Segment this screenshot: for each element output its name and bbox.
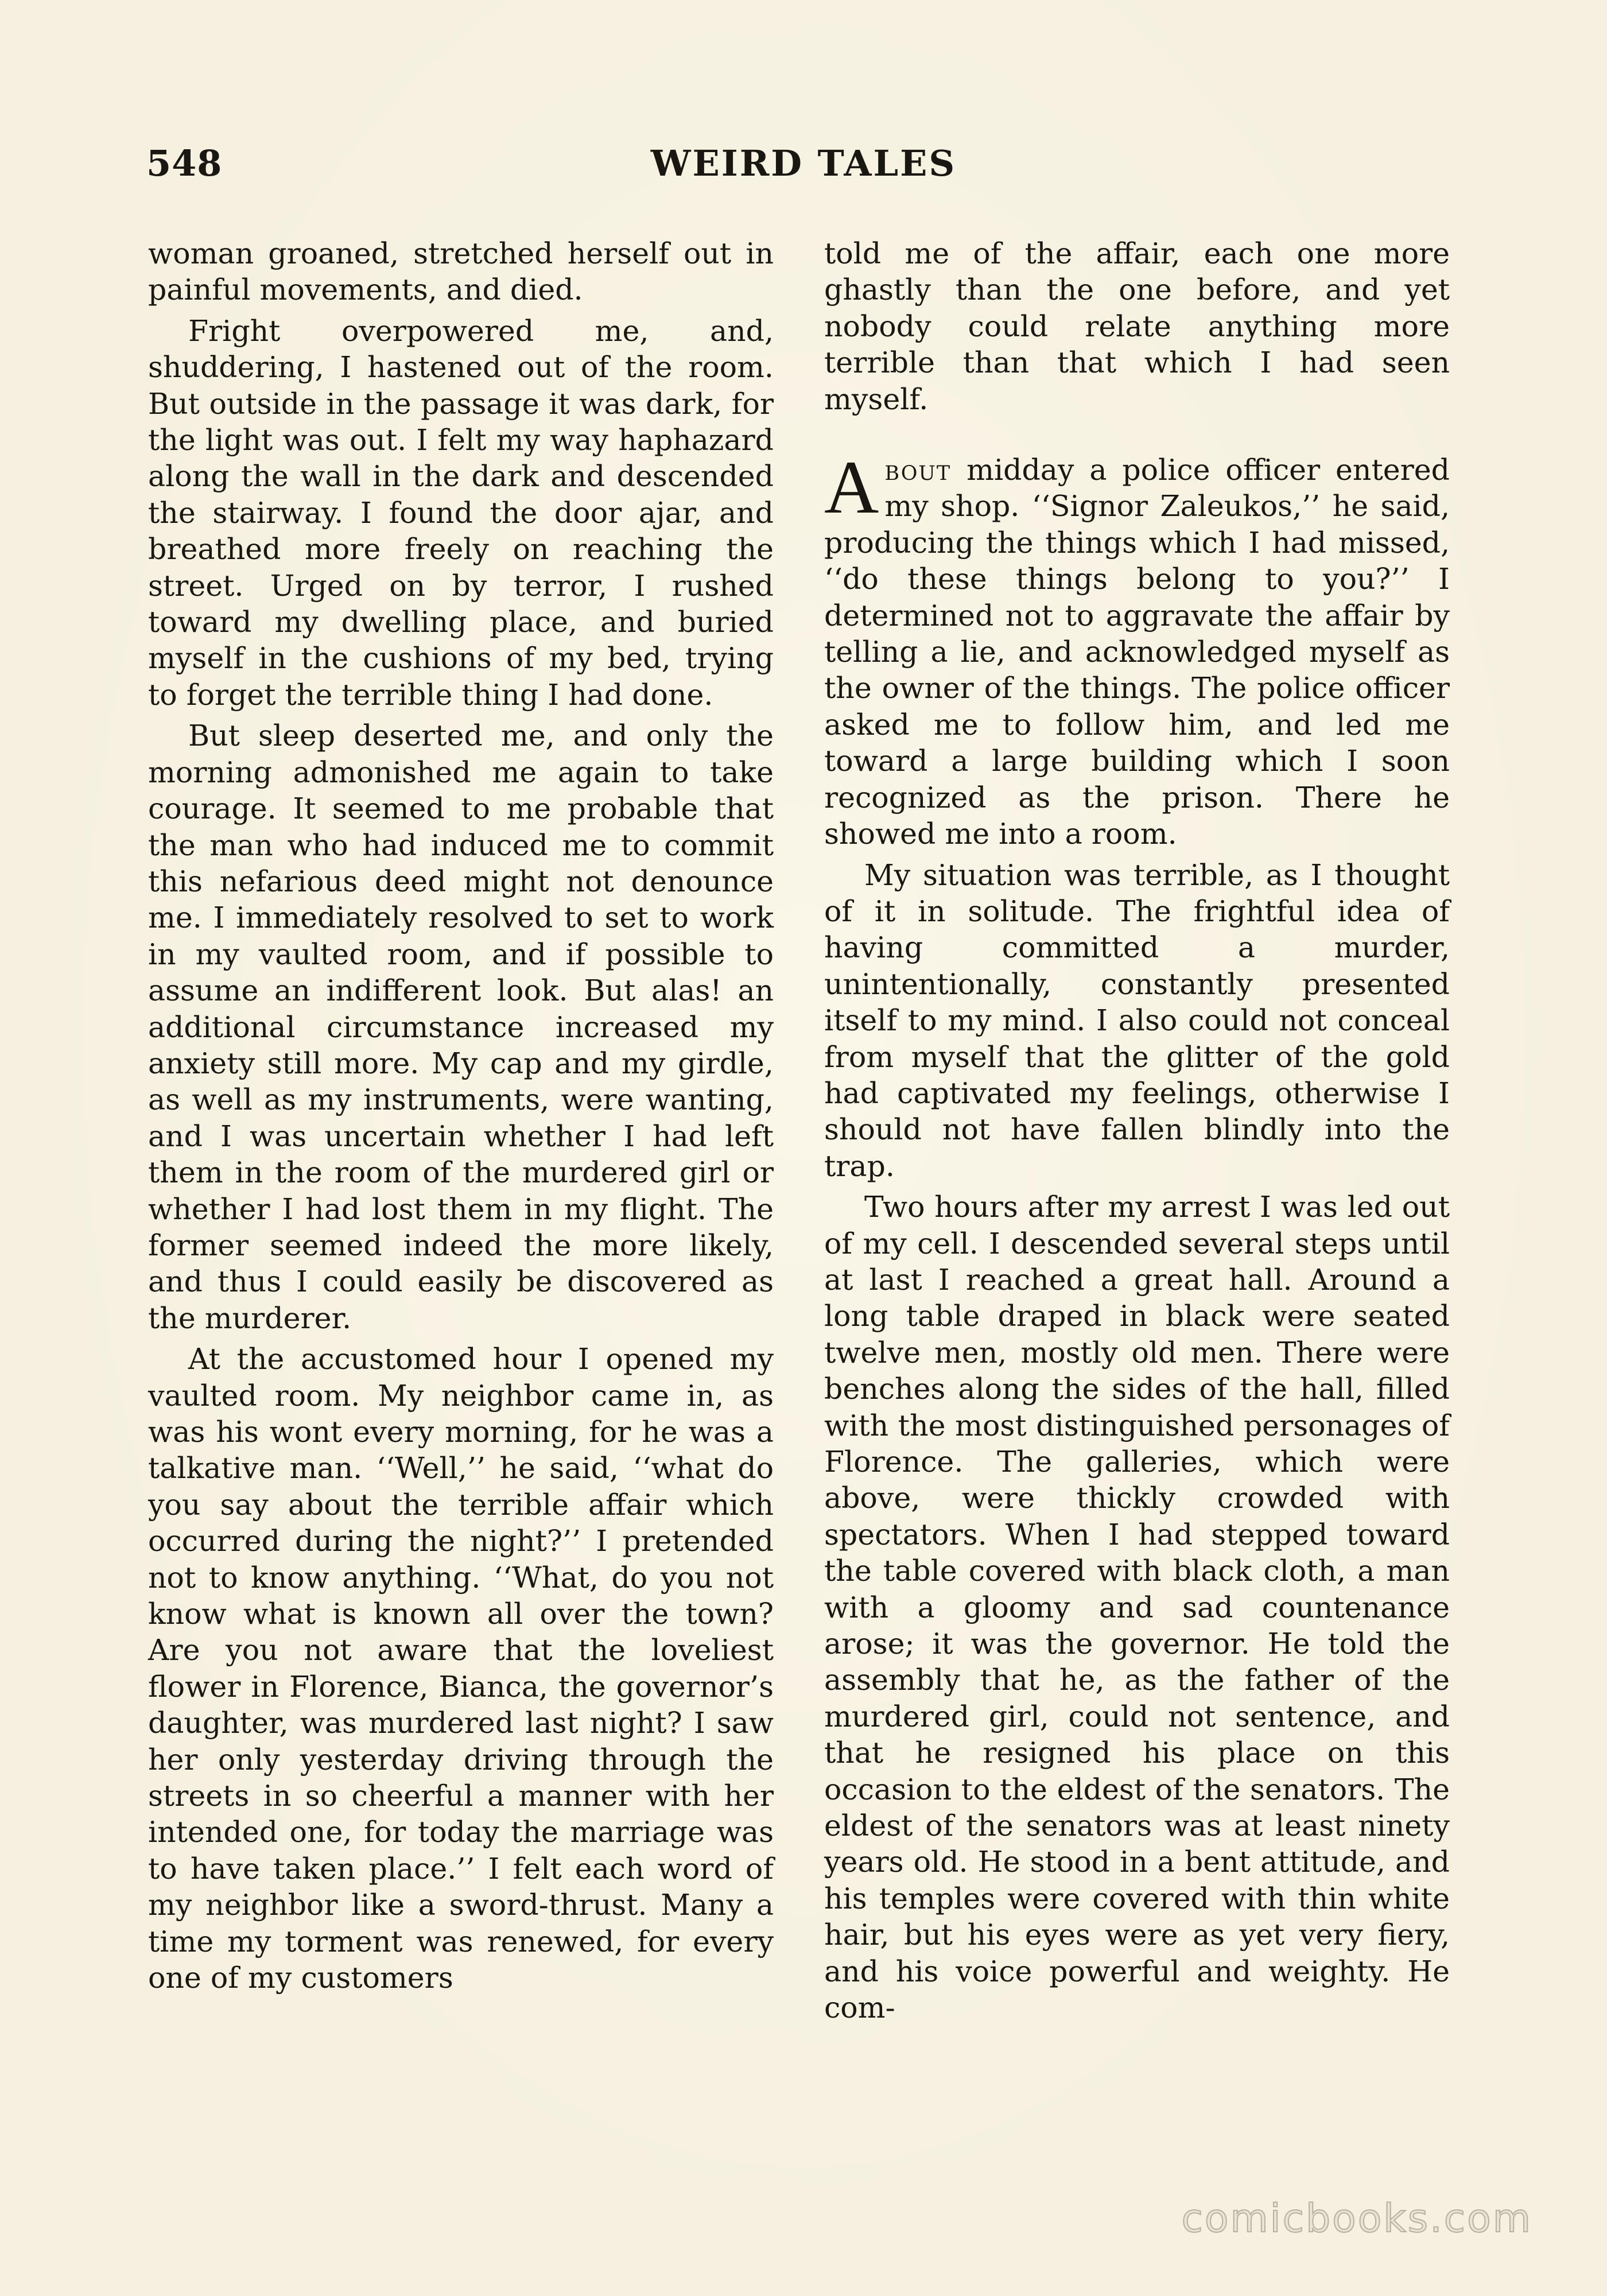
paragraph-text: midday a police officer entered my shop. ‘‘Signor Zaleukos,’’ he said, producing the things which I had missed, ‘‘do these things belong to you?’’ I determined not to aggravate the affair by telling a lie, and acknowledged myself as the owner of the things. The police officer asked me to follow him, and led me toward a large building which I soon recognized as the prison. There he showed me into a room. — [824, 453, 1450, 851]
paragraph: Fright overpowered me, and, shuddering, I hastened out of the room. But outside in the passage it was dark, for the light was out. I felt my way haphazard along the wall in the dark and descended the stairway. I found the door ajar, and breathed more freely on reaching the street. Urged on by terror, I rushed toward my dwelling place, and buried myself in the cushions of my bed, trying to forget the terrible thing I had done. — [148, 313, 774, 712]
paragraph: Two hours after my arrest I was led out of my cell. I descended several steps until at last I reached a great hall. Around a long table draped in black were seated twelve men, mostly old men. There were benches along the sides of the hall, filled with the most distinguished personages of Florence. The galleries, which were above, were thickly crowded with spectators. When I had stepped toward the table covered with black cloth, a man with a gloomy and sad countenance arose; it was the governor. He told the assembly that he, as the father of the murdered girl, could not sentence, and that he resigned his place on this occasion to the eldest of the senators. The eldest of the senators was at least ninety years old. He stood in a bent attitude, and his temples were covered with thin white hair, but his eyes were as yet very fiery, and his voice powerful and weighty. He com- — [824, 1190, 1450, 2025]
drop-cap: A — [824, 445, 879, 530]
section-start-paragraph — [824, 445, 1450, 852]
paragraph: My situation was terrible, as I thought of it in solitude. The frightful idea of having committed a murder, unintentionally, constantly presented itself to my mind. I also could not conceal from myself that the glitter of the gold had captivated my feelings, otherwise I should not have fallen blindly into the trap. — [824, 858, 1450, 1183]
small-caps-lead: bout — [884, 453, 952, 487]
paragraph: told me of the affair, each one more ghastly than the one before, and yet nobody could relate anything more terrible than that which I had seen myself. — [824, 236, 1450, 416]
page-number: 548 — [146, 142, 223, 184]
paragraph: woman groaned, stretched herself out in painful movements, and died. — [148, 236, 774, 307]
page-header — [146, 142, 1461, 188]
paragraph: But sleep deserted me, and only the morning admonished me again to take courage. It seemed to me probable that the man who had induced me to commit this nefarious deed might not denounce me. I immediately resolved to set to work in my vaulted room, and if possible to assume an indifferent look. But alas! an additional circumstance increased my anxiety still more. My cap and my girdle, as well as my instruments, were wanting, and I was uncertain whether I had left them in the room of the murdered girl or whether I had lost them in my flight. The former seemed indeed the more likely, and thus I could easily be discovered as the murderer. — [148, 719, 774, 1335]
right-column — [824, 235, 1450, 2026]
watermark: comicbooks.com — [1181, 2196, 1532, 2241]
paragraph: At the accustomed hour I opened my vaulted room. My neighbor came in, as was his wont every morning, for he was a talkative man. ‘‘Well,’’ he said, ‘‘what do you say about the terrible affair which occurred during the night?’’ I pretended not to know anything. ‘‘What, do you not know what is known all over the town? Are you not aware that the loveliest flower in Florence, Bianca, the governor’s daughter, was murdered last night? I saw her only yesterday driving through the streets in so cheerful a manner with her intended one, for today the marriage was to have taken place.’’ I felt each word of my neighbor like a sword-thrust. Many a time my torment was renewed, for every one of my customers — [148, 1342, 774, 1995]
left-column — [148, 235, 774, 1996]
running-title: WEIRD TALES — [650, 142, 957, 184]
